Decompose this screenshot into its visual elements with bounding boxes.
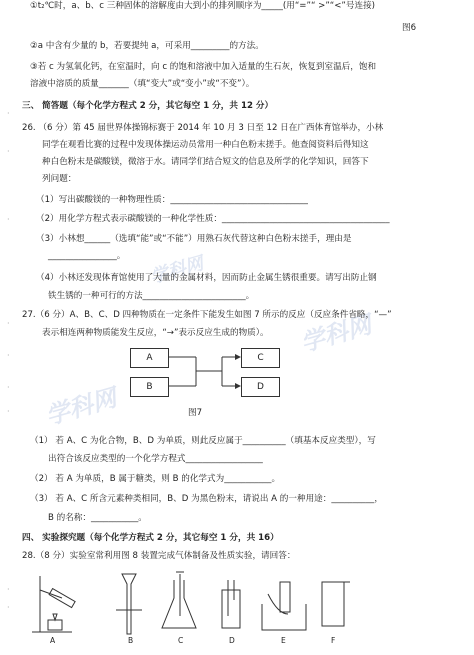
section-title: 四、 实验探究题（每个化学方程式 2 分，其它每空 1 分，共 16） [22,533,279,543]
question-text: 列问题： [42,174,77,184]
apparatus-label-d: D [229,636,235,645]
question-text: 种白色粉末是碳酸镁，微溶于水。请同学们结合短文的信息及所学的化学知识，回答下 [42,157,369,167]
subquestion: ________________。 [48,251,126,261]
subquestion: 铁生锈的一种可行的方法________________________。 [48,291,255,301]
question-text: 同学在观看比赛的过程中发现体操运动员常用一种白色粉末搓手。他查阅资料后得知这 [42,140,369,150]
subquestion: 出符合该反应类型的一个化学方程式__________________ [48,454,263,464]
subquestion: （3）小林想______（选填“能”或“不能”）用熟石灰代替这种白色粉末搓手，理由是 [36,234,352,244]
apparatus-label-b: B [128,636,134,645]
section-title: 三、 简答题（每个化学方程式 2 分，其它每空 1 分，共 12 分） [22,101,274,111]
text-line: ②a 中含有少量的 b，若要提纯 a，可采用_________的方法。 [30,41,264,51]
question-text: 26. （6 分）第 45 届世界体操锦标赛于 2014 年 10 月 3 日至 12 日在广西体育馆举办，小林 [22,123,384,133]
text-line: ①t₂℃时，a、b、c 三种固体的溶解度由大到小的排列顺序为_____(用“=”“ >”“<”号连接) [30,1,376,11]
subquestion: （2）用化学方程式表示碳酸镁的一种化学性质：_______________________________________ [36,214,390,224]
watermark: 学科网 [297,310,375,358]
apparatus-label-f: F [331,636,336,645]
subquestion: （3） 若 A、C 所含元素种类相同，B、D 为黑色粉末，请说出 A 的一种用途：__________， [30,494,383,504]
subquestion: （1） 若 A、C 为化合物，B、D 为单质，则此反应属于__________（填基本反应类型），写 [30,436,376,446]
text-line: ③若 c 为氢氧化钙，在室温时，向 c 的饱和溶液中加入适量的生石灰，恢复到室温后，饱和 [30,62,377,72]
question-text: 表示相连两种物质能发生反应，“→”表示反应生成的物质）。 [42,328,269,338]
watermark: 学科网 [148,252,206,289]
question-text: 28.（8 分）实验室常利用图 8 装置完成气体制备及性质实验，请回答： [22,551,296,561]
node-a: A [130,348,169,368]
subquestion: （1）写出碳酸镁的一种物理性质：________________________________ [36,195,308,205]
figure-caption: 图7 [188,408,203,418]
text-line: 溶液中溶质的质量_______（填“变大”或“变小”或“不变”）。 [30,79,255,89]
apparatus-label-c: C [178,636,184,645]
subquestion: （2） 若 A 为单质，B 属于糖类，则 B 的化学式为___________。 [30,474,281,484]
watermark: 学科网 [42,383,120,431]
apparatus-label-e: E [281,636,286,645]
node-b: B [130,377,169,397]
question-text: 27.（6 分）A、B、C、D 四种物质在一定条件下能发生如图 7 所示的反应（反应条件省略，“—” [22,310,392,320]
subquestion: B 的名称：___________。 [48,513,147,523]
node-c: C [241,348,280,368]
apparatus-label-a: A [50,636,56,645]
subquestion: （4）小林还发现体育馆使用了大量的金属材料，因而防止金属生锈很重要。请写出防止钢 [36,273,377,283]
figure-label: 图6 [402,23,417,33]
node-d: D [241,377,280,397]
